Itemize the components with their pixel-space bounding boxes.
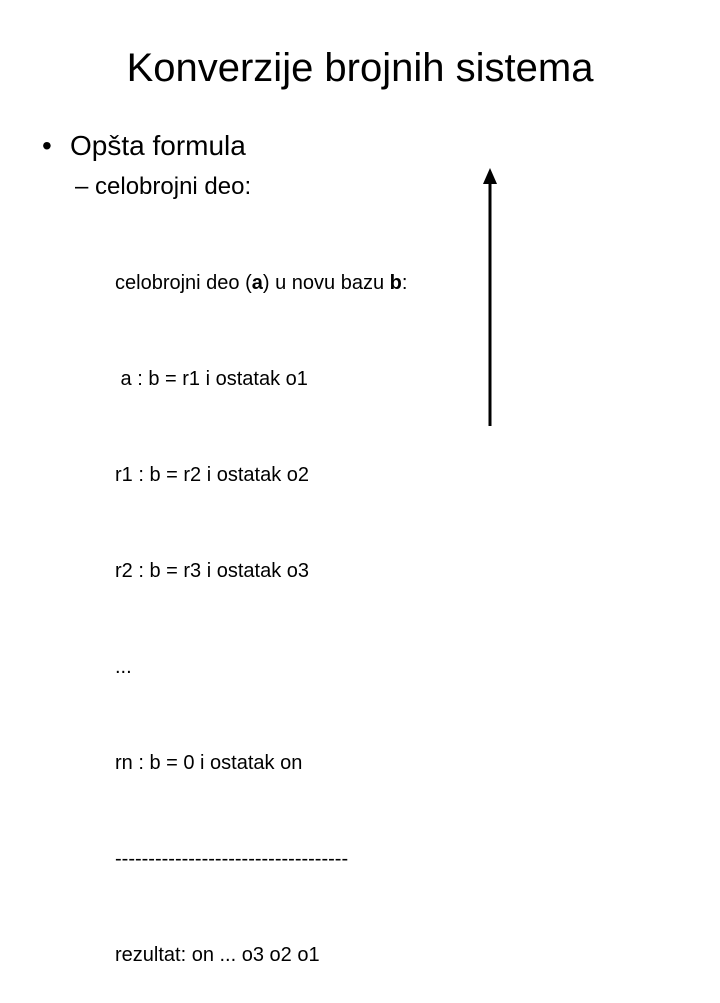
bullet-item xyxy=(42,128,246,164)
sub-bullet: – celobrojni deo: xyxy=(75,173,252,200)
formula-intro-suffix: : xyxy=(401,272,408,294)
formula-line: a : b = r1 i ostatak o1 xyxy=(115,368,308,390)
slide-title: Konverzije brojnih sistema xyxy=(126,46,594,90)
formula-line: r1 : b = r2 i ostatak o2 xyxy=(115,464,309,486)
bullet-text: Opšta formula xyxy=(70,130,246,161)
bullet-marker: • xyxy=(42,130,52,161)
formula-result: rezultat: on ... o3 o2 o1 xyxy=(115,944,320,966)
formula-separator: ----------------------------------- xyxy=(115,848,349,870)
formula-intro-middle: ) u novu bazu xyxy=(262,272,390,294)
formula-intro-prefix: celobrojni deo ( xyxy=(115,272,252,294)
formula-line: r2 : b = r3 i ostatak o3 xyxy=(115,560,309,582)
formula-variable-a: a xyxy=(251,272,263,294)
formula-line: rn : b = 0 i ostatak on xyxy=(115,752,303,774)
formula-block xyxy=(115,203,407,1003)
formula-variable-b: b xyxy=(389,272,402,294)
formula-line: ... xyxy=(115,656,132,678)
formula-intro xyxy=(115,267,407,299)
arrow-up-icon xyxy=(478,168,502,426)
